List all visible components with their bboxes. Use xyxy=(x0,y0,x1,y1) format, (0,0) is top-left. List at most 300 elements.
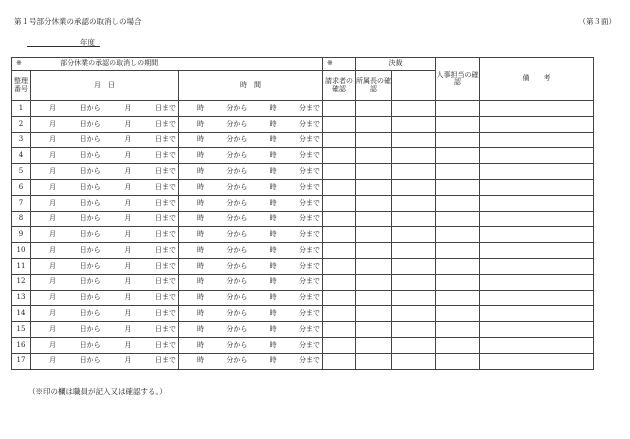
minute-to-label: 分まで xyxy=(298,324,320,333)
month-label: 月 xyxy=(49,340,56,349)
month-label: 月 xyxy=(49,356,56,365)
requester-check-cell[interactable] xyxy=(323,274,356,290)
requester-check-cell[interactable] xyxy=(323,290,356,306)
day-from-label: 日から xyxy=(79,309,101,318)
time-range-cell[interactable] xyxy=(179,290,323,306)
year-field[interactable] xyxy=(27,37,100,47)
hr-check-cell[interactable] xyxy=(436,164,480,180)
hour-label: 時 xyxy=(269,230,277,239)
manager-check-cell[interactable] xyxy=(356,164,392,180)
day-from-label: 日から xyxy=(79,135,101,144)
date-range-cell[interactable] xyxy=(31,290,179,306)
hr-check-cell[interactable] xyxy=(436,258,480,274)
month-label: 月 xyxy=(124,135,132,144)
minute-to-label: 分まで xyxy=(298,277,320,286)
notes-cell[interactable] xyxy=(480,337,594,353)
notes-cell[interactable] xyxy=(480,322,594,338)
table-row xyxy=(12,211,594,227)
date-range-cell[interactable] xyxy=(31,101,179,117)
day-to-label: 日まで xyxy=(154,356,176,365)
day-to-label: 日まで xyxy=(154,261,176,270)
table-row xyxy=(12,116,594,132)
hour-label: 時 xyxy=(269,277,277,286)
table-row xyxy=(12,164,594,180)
table-row xyxy=(12,258,594,274)
notes-cell[interactable] xyxy=(480,179,594,195)
date-range-cell[interactable] xyxy=(31,132,179,148)
notes-cell[interactable] xyxy=(480,164,594,180)
time-range-cell[interactable] xyxy=(179,353,323,369)
time-range-cell[interactable] xyxy=(179,337,323,353)
manager-check-cell[interactable] xyxy=(356,290,392,306)
time-range-cell[interactable] xyxy=(179,116,323,132)
approval-cell[interactable] xyxy=(392,274,436,290)
minute-from-label: 分から xyxy=(226,324,248,333)
hour-label: 時 xyxy=(197,119,204,128)
date-range-cell[interactable] xyxy=(31,195,179,211)
hour-label: 時 xyxy=(197,356,204,365)
month-label: 月 xyxy=(49,119,56,128)
month-label: 月 xyxy=(49,309,56,318)
hr-check-cell[interactable] xyxy=(436,274,480,290)
hour-label: 時 xyxy=(269,293,277,302)
hour-label: 時 xyxy=(197,166,204,175)
manager-check-cell[interactable] xyxy=(356,274,392,290)
hour-label: 時 xyxy=(197,151,204,160)
notes-cell[interactable] xyxy=(480,195,594,211)
time-range-cell[interactable] xyxy=(179,195,323,211)
month-label: 月 xyxy=(49,293,56,302)
month-label: 月 xyxy=(49,245,56,254)
notes-cell[interactable] xyxy=(480,243,594,259)
hour-label: 時 xyxy=(269,340,277,349)
minute-from-label: 分から xyxy=(226,340,248,349)
minute-from-label: 分から xyxy=(226,151,248,160)
table-row xyxy=(12,290,594,306)
time-range-cell[interactable] xyxy=(179,101,323,117)
manager-check-cell[interactable] xyxy=(356,116,392,132)
time-range-cell[interactable] xyxy=(179,148,323,164)
row-number: 13 xyxy=(12,290,31,306)
day-from-label: 日から xyxy=(79,103,101,112)
manager-check-cell[interactable] xyxy=(356,243,392,259)
row-number: 5 xyxy=(12,164,31,180)
minute-to-label: 分まで xyxy=(298,135,320,144)
date-range-cell[interactable] xyxy=(31,274,179,290)
month-label: 月 xyxy=(124,230,132,239)
minute-to-label: 分まで xyxy=(298,119,320,128)
day-from-label: 日から xyxy=(79,182,101,191)
day-to-label: 日まで xyxy=(154,293,176,302)
date-header: 月 日 xyxy=(31,71,179,101)
hr-check-cell[interactable] xyxy=(436,353,480,369)
hour-label: 時 xyxy=(269,198,277,207)
date-range-cell[interactable] xyxy=(31,164,179,180)
month-label: 月 xyxy=(124,324,132,333)
month-label: 月 xyxy=(124,166,132,175)
minute-from-label: 分から xyxy=(226,103,248,112)
notes-cell[interactable] xyxy=(480,353,594,369)
requester-check-cell[interactable] xyxy=(323,322,356,338)
hour-label: 時 xyxy=(269,182,277,191)
date-range-cell[interactable] xyxy=(31,148,179,164)
row-number: 17 xyxy=(12,353,31,369)
approval-cell[interactable] xyxy=(392,179,436,195)
minute-from-label: 分から xyxy=(226,182,248,191)
manager-check-cell[interactable] xyxy=(356,227,392,243)
hr-check-cell[interactable] xyxy=(436,337,480,353)
day-from-label: 日から xyxy=(79,324,101,333)
month-label: 月 xyxy=(124,277,132,286)
row-number: 10 xyxy=(12,243,31,259)
month-label: 月 xyxy=(49,324,56,333)
approval-cell[interactable] xyxy=(392,227,436,243)
table-row xyxy=(12,148,594,164)
requester-check-cell[interactable] xyxy=(323,211,356,227)
minute-to-label: 分まで xyxy=(298,198,320,207)
hour-label: 時 xyxy=(197,182,204,191)
requester-check-cell[interactable] xyxy=(323,337,356,353)
row-number: 14 xyxy=(12,306,31,322)
date-range-cell[interactable] xyxy=(31,353,179,369)
hour-label: 時 xyxy=(269,166,277,175)
hour-label: 時 xyxy=(197,277,204,286)
day-from-label: 日から xyxy=(79,356,101,365)
approval-cell[interactable] xyxy=(392,353,436,369)
notes-cell[interactable] xyxy=(480,227,594,243)
table-row xyxy=(12,227,594,243)
requester-check-cell[interactable] xyxy=(323,258,356,274)
time-range-cell[interactable] xyxy=(179,164,323,180)
hour-label: 時 xyxy=(269,214,277,223)
footnote: （※印の欄は職員が記入又は確認する。） xyxy=(28,387,167,396)
seq-header: 整理番号 xyxy=(12,71,31,101)
row-number: 1 xyxy=(12,101,31,117)
manager-check-header: 所属長の確認 xyxy=(356,71,392,101)
hour-label: 時 xyxy=(269,309,277,318)
date-range-cell[interactable] xyxy=(31,227,179,243)
hr-check-cell[interactable] xyxy=(436,148,480,164)
day-from-label: 日から xyxy=(79,214,101,223)
minute-from-label: 分から xyxy=(226,214,248,223)
day-to-label: 日まで xyxy=(154,324,176,333)
manager-check-cell[interactable] xyxy=(356,353,392,369)
day-to-label: 日まで xyxy=(154,166,176,175)
month-label: 月 xyxy=(124,103,132,112)
approval-cell[interactable] xyxy=(392,243,436,259)
row-number: 3 xyxy=(12,132,31,148)
minute-from-label: 分から xyxy=(226,356,248,365)
month-label: 月 xyxy=(49,135,56,144)
day-to-label: 日まで xyxy=(154,245,176,254)
hr-check-cell[interactable] xyxy=(436,195,480,211)
requester-check-cell[interactable] xyxy=(323,116,356,132)
month-label: 月 xyxy=(124,245,132,254)
hr-check-cell[interactable] xyxy=(436,306,480,322)
notes-cell[interactable] xyxy=(480,306,594,322)
approval-cell[interactable] xyxy=(392,195,436,211)
hr-check-cell[interactable] xyxy=(436,243,480,259)
minute-from-label: 分から xyxy=(226,277,248,286)
hour-label: 時 xyxy=(197,324,204,333)
hour-label: 時 xyxy=(269,261,277,270)
time-header: 時 間 xyxy=(179,71,323,101)
row-number: 15 xyxy=(12,322,31,338)
minute-to-label: 分まで xyxy=(298,356,320,365)
day-from-label: 日から xyxy=(79,261,101,270)
manager-check-cell[interactable] xyxy=(356,306,392,322)
month-label: 月 xyxy=(124,182,132,191)
minute-to-label: 分まで xyxy=(298,245,320,254)
requester-check-cell[interactable] xyxy=(323,353,356,369)
hour-label: 時 xyxy=(197,103,204,112)
date-range-cell[interactable] xyxy=(31,306,179,322)
manager-check-cell[interactable] xyxy=(356,258,392,274)
manager-check-cell[interactable] xyxy=(356,148,392,164)
hour-label: 時 xyxy=(269,103,277,112)
table-row xyxy=(12,337,594,353)
table-row xyxy=(12,195,594,211)
minute-from-label: 分から xyxy=(226,245,248,254)
minute-from-label: 分から xyxy=(226,119,248,128)
month-label: 月 xyxy=(49,261,56,270)
month-label: 月 xyxy=(124,119,132,128)
requester-check-header: 請求者の確認 xyxy=(323,71,356,101)
manager-check-cell[interactable] xyxy=(356,179,392,195)
approval-cell[interactable] xyxy=(392,306,436,322)
requester-check-cell[interactable] xyxy=(323,164,356,180)
month-label: 月 xyxy=(124,309,132,318)
month-label: 月 xyxy=(49,166,56,175)
period-header-cell xyxy=(12,58,323,71)
approval-cell[interactable] xyxy=(392,132,436,148)
page-label: （第３面） xyxy=(578,17,616,26)
day-to-label: 日まで xyxy=(154,230,176,239)
approval-cell[interactable] xyxy=(392,322,436,338)
table-row xyxy=(12,101,594,117)
hour-label: 時 xyxy=(269,356,277,365)
approval-blank xyxy=(392,71,436,101)
row-number: 8 xyxy=(12,211,31,227)
hour-label: 時 xyxy=(269,245,277,254)
approval-cell[interactable] xyxy=(392,164,436,180)
day-to-label: 日まで xyxy=(154,198,176,207)
time-range-cell[interactable] xyxy=(179,179,323,195)
day-from-label: 日から xyxy=(79,277,101,286)
minute-to-label: 分まで xyxy=(298,261,320,270)
approval-cell[interactable] xyxy=(392,290,436,306)
minute-to-label: 分まで xyxy=(298,214,320,223)
hour-label: 時 xyxy=(269,151,277,160)
notes-cell[interactable] xyxy=(480,132,594,148)
approval-cell[interactable] xyxy=(392,148,436,164)
month-label: 月 xyxy=(124,151,132,160)
requester-check-cell[interactable] xyxy=(323,306,356,322)
approval-cell[interactable] xyxy=(392,337,436,353)
table-row xyxy=(12,322,594,338)
day-to-label: 日まで xyxy=(154,214,176,223)
table-row xyxy=(12,306,594,322)
date-range-cell[interactable] xyxy=(31,337,179,353)
hr-check-cell[interactable] xyxy=(436,290,480,306)
hr-check-cell[interactable] xyxy=(436,322,480,338)
date-range-cell[interactable] xyxy=(31,211,179,227)
day-from-label: 日から xyxy=(79,340,101,349)
hr-check-cell[interactable] xyxy=(436,116,480,132)
minute-from-label: 分から xyxy=(226,309,248,318)
approval-cell[interactable] xyxy=(392,211,436,227)
notes-cell[interactable] xyxy=(480,290,594,306)
minute-to-label: 分まで xyxy=(298,182,320,191)
requester-check-cell[interactable] xyxy=(323,148,356,164)
month-label: 月 xyxy=(124,214,132,223)
minute-to-label: 分まで xyxy=(298,293,320,302)
notes-cell[interactable] xyxy=(480,274,594,290)
month-label: 月 xyxy=(49,103,56,112)
time-range-cell[interactable] xyxy=(179,258,323,274)
month-label: 月 xyxy=(124,261,132,270)
day-from-label: 日から xyxy=(79,230,101,239)
day-to-label: 日まで xyxy=(154,340,176,349)
requester-check-cell[interactable] xyxy=(323,132,356,148)
row-number: 12 xyxy=(12,274,31,290)
minute-from-label: 分から xyxy=(226,230,248,239)
month-label: 月 xyxy=(49,198,56,207)
hr-check-cell[interactable] xyxy=(436,227,480,243)
day-to-label: 日まで xyxy=(154,309,176,318)
day-to-label: 日まで xyxy=(154,119,176,128)
day-from-label: 日から xyxy=(79,119,101,128)
day-from-label: 日から xyxy=(79,166,101,175)
minute-to-label: 分まで xyxy=(298,103,320,112)
manager-check-cell[interactable] xyxy=(356,132,392,148)
asterisk-mark-2: ※ xyxy=(327,59,333,68)
notes-cell[interactable] xyxy=(480,148,594,164)
time-range-cell[interactable] xyxy=(179,243,323,259)
table-row xyxy=(12,243,594,259)
hr-check-cell[interactable] xyxy=(436,179,480,195)
requester-check-cell[interactable] xyxy=(323,101,356,117)
day-from-label: 日から xyxy=(79,151,101,160)
hour-label: 時 xyxy=(197,261,204,270)
month-label: 月 xyxy=(49,182,56,191)
hour-label: 時 xyxy=(197,214,204,223)
month-label: 月 xyxy=(49,151,56,160)
hour-label: 時 xyxy=(197,230,204,239)
date-range-cell[interactable] xyxy=(31,116,179,132)
hour-label: 時 xyxy=(269,135,277,144)
cancellation-table xyxy=(11,57,594,370)
minute-from-label: 分から xyxy=(226,293,248,302)
minute-from-label: 分から xyxy=(226,261,248,270)
manager-check-cell[interactable] xyxy=(356,195,392,211)
manager-check-cell[interactable] xyxy=(356,211,392,227)
minute-to-label: 分まで xyxy=(298,309,320,318)
hr-check-cell[interactable] xyxy=(436,101,480,117)
month-label: 月 xyxy=(49,214,56,223)
approval-cell[interactable] xyxy=(392,258,436,274)
month-label: 月 xyxy=(124,340,132,349)
row-number: 7 xyxy=(12,195,31,211)
hour-label: 時 xyxy=(197,135,204,144)
hr-check-cell[interactable] xyxy=(436,132,480,148)
year-label: 年度 xyxy=(80,38,95,47)
minute-to-label: 分まで xyxy=(298,166,320,175)
month-label: 月 xyxy=(124,198,132,207)
requester-check-cell[interactable] xyxy=(323,243,356,259)
requester-check-cell[interactable] xyxy=(323,179,356,195)
manager-check-cell[interactable] xyxy=(356,322,392,338)
asterisk-mark: ※ xyxy=(16,59,22,68)
day-to-label: 日まで xyxy=(154,277,176,286)
minute-from-label: 分から xyxy=(226,135,248,144)
date-range-cell[interactable] xyxy=(31,258,179,274)
notes-cell[interactable] xyxy=(480,116,594,132)
hour-label: 時 xyxy=(197,245,204,254)
manager-check-cell[interactable] xyxy=(356,101,392,117)
row-number: 16 xyxy=(12,337,31,353)
time-range-cell[interactable] xyxy=(179,274,323,290)
period-header: 部分休業の承認の取消しの期間 xyxy=(60,59,159,68)
notes-header: 備 考 xyxy=(480,58,594,101)
minute-from-label: 分から xyxy=(226,166,248,175)
month-label: 月 xyxy=(49,277,56,286)
date-range-cell[interactable] xyxy=(31,243,179,259)
approval-cell[interactable] xyxy=(392,101,436,117)
time-range-cell[interactable] xyxy=(179,322,323,338)
minute-to-label: 分まで xyxy=(298,151,320,160)
hour-label: 時 xyxy=(197,198,204,207)
minute-to-label: 分まで xyxy=(298,230,320,239)
row-number: 4 xyxy=(12,148,31,164)
time-range-cell[interactable] xyxy=(179,211,323,227)
minute-from-label: 分から xyxy=(226,198,248,207)
row-number: 11 xyxy=(12,258,31,274)
day-from-label: 日から xyxy=(79,245,101,254)
asterisk-cell xyxy=(323,58,356,71)
date-range-cell[interactable] xyxy=(31,322,179,338)
requester-check-cell[interactable] xyxy=(323,227,356,243)
manager-check-cell[interactable] xyxy=(356,337,392,353)
table-row xyxy=(12,274,594,290)
table-row xyxy=(12,132,594,148)
date-range-cell[interactable] xyxy=(31,179,179,195)
day-from-label: 日から xyxy=(79,293,101,302)
day-from-label: 日から xyxy=(79,198,101,207)
hr-check-cell[interactable] xyxy=(436,211,480,227)
month-label: 月 xyxy=(124,293,132,302)
hour-label: 時 xyxy=(269,119,277,128)
hour-label: 時 xyxy=(197,340,204,349)
table-row xyxy=(12,353,594,369)
day-to-label: 日まで xyxy=(154,182,176,191)
time-range-cell[interactable] xyxy=(179,227,323,243)
day-to-label: 日まで xyxy=(154,103,176,112)
hour-label: 時 xyxy=(197,309,204,318)
requester-check-cell[interactable] xyxy=(323,195,356,211)
approval-cell[interactable] xyxy=(392,116,436,132)
notes-cell[interactable] xyxy=(480,211,594,227)
hour-label: 時 xyxy=(269,324,277,333)
row-number: 9 xyxy=(12,227,31,243)
notes-cell[interactable] xyxy=(480,101,594,117)
notes-cell[interactable] xyxy=(480,258,594,274)
table-row xyxy=(12,179,594,195)
time-range-cell[interactable] xyxy=(179,132,323,148)
time-range-cell[interactable] xyxy=(179,306,323,322)
row-number: 6 xyxy=(12,179,31,195)
hour-label: 時 xyxy=(197,293,204,302)
